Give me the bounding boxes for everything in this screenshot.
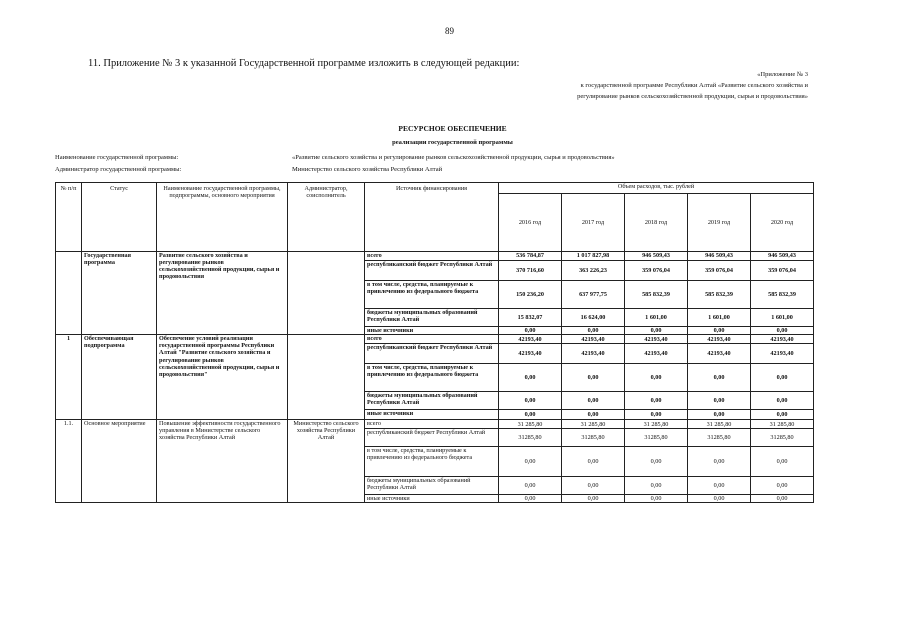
amount-cell: 42193,40 <box>499 344 562 364</box>
program-name-value: «Развитие сельского хозяйства и регулирование рынков сельскохозяйственной продукции, сырья и продовольствия» <box>292 154 615 161</box>
amount-cell: 42193,40 <box>751 335 814 344</box>
funding-source: бюджеты муниципальных образований Республики Алтай <box>365 392 499 410</box>
amount-cell: 363 226,23 <box>562 261 625 281</box>
funding-source: иные источники <box>365 495 499 503</box>
administrator-label: Администратор государственной программы: <box>55 166 182 173</box>
amount-cell: 585 832,39 <box>688 281 751 309</box>
row-status: Основное мероприятие <box>82 420 157 503</box>
funding-source: республиканский бюджет Республики Алтай <box>365 344 499 364</box>
amount-cell: 946 509,43 <box>751 252 814 261</box>
funding-source: бюджеты муниципальных образований Республики Алтай <box>365 477 499 495</box>
header-year: 2016 год <box>499 194 562 252</box>
header-year: 2018 год <box>625 194 688 252</box>
amount-cell: 31 285,80 <box>562 420 625 429</box>
funding-source: в том числе, средства, планируемые к привлечению из федерального бюджета <box>365 364 499 392</box>
main-activity-block-row <box>56 420 814 429</box>
funding-source: в том числе, средства, планируемые к привлечению из федерального бюджета <box>365 447 499 477</box>
amount-cell: 0,00 <box>625 447 688 477</box>
document-subtitle: реализации государственной программы <box>392 139 513 146</box>
amount-cell: 15 832,07 <box>499 309 562 327</box>
amount-cell: 0,00 <box>625 364 688 392</box>
row-admin <box>288 252 365 335</box>
appendix-line-1: «Приложение № 3 <box>757 71 808 78</box>
appendix-line-2: к государственной программе Республики Алтай «Развитие сельского хозяйства и <box>580 82 808 89</box>
amount-cell: 1 601,00 <box>751 309 814 327</box>
amount-cell: 0,00 <box>625 410 688 420</box>
amount-cell: 150 236,20 <box>499 281 562 309</box>
amount-cell: 0,00 <box>562 410 625 420</box>
amount-cell: 359 076,04 <box>625 261 688 281</box>
amount-cell: 0,00 <box>751 327 814 335</box>
header-year: 2019 год <box>688 194 751 252</box>
row-name: Повышение эффективности государственного управления в Министерстве сельского хозяйства Республики Алтай <box>157 420 288 503</box>
amount-cell: 31285,80 <box>751 429 814 447</box>
amount-cell: 0,00 <box>625 327 688 335</box>
header-status: Статус <box>82 183 157 252</box>
amount-cell: 0,00 <box>688 392 751 410</box>
funding-source: республиканский бюджет Республики Алтай <box>365 261 499 281</box>
amount-cell: 0,00 <box>562 392 625 410</box>
amount-cell: 0,00 <box>562 364 625 392</box>
amount-cell: 359 076,04 <box>751 261 814 281</box>
amount-cell: 0,00 <box>499 477 562 495</box>
amount-cell: 0,00 <box>562 495 625 503</box>
amount-cell: 1 601,00 <box>688 309 751 327</box>
amount-cell: 0,00 <box>499 495 562 503</box>
amount-cell: 0,00 <box>751 477 814 495</box>
funding-source: всего <box>365 420 499 429</box>
row-name: Обеспечение условий реализации государственной программы Республики Алтай "Развитие сельского хозяйства и регулирование рынков сельскохозяйственной продукции, сырья и продовольствия" <box>157 335 288 420</box>
program-block-row <box>56 252 814 261</box>
amount-cell: 42193,40 <box>688 335 751 344</box>
funding-source: бюджеты муниципальных образований Республики Алтай <box>365 309 499 327</box>
amount-cell: 42193,40 <box>562 344 625 364</box>
amount-cell: 0,00 <box>499 392 562 410</box>
amount-cell: 0,00 <box>499 327 562 335</box>
amount-cell: 946 509,43 <box>625 252 688 261</box>
program-name-label: Наименование государственной программы: <box>55 154 179 161</box>
amount-cell: 0,00 <box>499 410 562 420</box>
amount-cell: 585 832,39 <box>751 281 814 309</box>
amount-cell: 637 977,75 <box>562 281 625 309</box>
amount-cell: 359 076,04 <box>688 261 751 281</box>
amount-cell: 0,00 <box>625 392 688 410</box>
amount-cell: 31 285,80 <box>625 420 688 429</box>
amount-cell: 370 716,60 <box>499 261 562 281</box>
funding-source: иные источники <box>365 410 499 420</box>
amount-cell: 31 285,80 <box>499 420 562 429</box>
row-admin <box>288 335 365 420</box>
amount-cell: 31285,80 <box>688 429 751 447</box>
amount-cell: 0,00 <box>751 364 814 392</box>
funding-source: в том числе, средства, планируемые к привлечению из федерального бюджета <box>365 281 499 309</box>
page-number: 89 <box>445 26 454 36</box>
amount-cell: 0,00 <box>688 447 751 477</box>
amount-cell: 1 017 827,98 <box>562 252 625 261</box>
amount-cell: 0,00 <box>751 495 814 503</box>
row-name: Развитие сельского хозяйства и регулирование рынков сельскохозяйственной продукции, сырья и продовольствия <box>157 252 288 335</box>
amount-cell: 536 784,87 <box>499 252 562 261</box>
amount-cell: 946 509,43 <box>688 252 751 261</box>
subprogram-block-row <box>56 335 814 344</box>
funding-source: всего <box>365 252 499 261</box>
resource-table <box>55 182 814 503</box>
header-name: Наименование государственной программы, подпрограммы, основного мероприятия <box>157 183 288 252</box>
row-admin: Министерство сельского хозяйства Республики Алтай <box>288 420 365 503</box>
funding-source: всего <box>365 335 499 344</box>
amount-cell: 31 285,80 <box>751 420 814 429</box>
amount-cell: 0,00 <box>499 447 562 477</box>
amount-cell: 0,00 <box>688 410 751 420</box>
amount-cell: 0,00 <box>751 410 814 420</box>
funding-source: республиканский бюджет Республики Алтай <box>365 429 499 447</box>
amount-cell: 585 832,39 <box>625 281 688 309</box>
header-volume: Объем расходов, тыс. рублей <box>499 183 814 194</box>
row-num: 1 <box>56 335 82 420</box>
amount-cell: 0,00 <box>751 392 814 410</box>
row-status: Обеспечивающая подпрограмма <box>82 335 157 420</box>
amendment-item-text: 11. Приложение № 3 к указанной Государственной программе изложить в следующей редакции: <box>88 58 520 69</box>
amount-cell: 0,00 <box>499 364 562 392</box>
document-title: РЕСУРСНОЕ ОБЕСПЕЧЕНИЕ <box>398 124 507 133</box>
amount-cell: 0,00 <box>562 447 625 477</box>
amount-cell: 0,00 <box>688 495 751 503</box>
amount-cell: 42193,40 <box>625 335 688 344</box>
amount-cell: 42193,40 <box>688 344 751 364</box>
amount-cell: 31285,80 <box>499 429 562 447</box>
amount-cell: 31285,80 <box>625 429 688 447</box>
amount-cell: 0,00 <box>625 477 688 495</box>
row-num <box>56 252 82 335</box>
amount-cell: 42193,40 <box>625 344 688 364</box>
administrator-value: Министерство сельского хозяйства Республики Алтай <box>292 166 443 173</box>
amount-cell: 0,00 <box>751 447 814 477</box>
amount-cell: 42193,40 <box>499 335 562 344</box>
amount-cell: 16 624,00 <box>562 309 625 327</box>
amount-cell: 0,00 <box>625 495 688 503</box>
header-source: Источник финансирования <box>365 183 499 252</box>
amount-cell: 42193,40 <box>562 335 625 344</box>
amount-cell: 31285,80 <box>562 429 625 447</box>
amount-cell: 0,00 <box>562 477 625 495</box>
row-status: Государственная программа <box>82 252 157 335</box>
amount-cell: 1 601,00 <box>625 309 688 327</box>
funding-source: иные источники <box>365 327 499 335</box>
header-year: 2020 год <box>751 194 814 252</box>
header-year: 2017 год <box>562 194 625 252</box>
header-num: № п/п <box>56 183 82 252</box>
amount-cell: 42193,40 <box>751 344 814 364</box>
appendix-line-3: регулирование рынков сельскохозяйственной продукции, сырья и продовольствия» <box>577 93 808 100</box>
amount-cell: 0,00 <box>688 327 751 335</box>
amount-cell: 0,00 <box>688 364 751 392</box>
amount-cell: 0,00 <box>688 477 751 495</box>
row-num: 1.1. <box>56 420 82 503</box>
header-admin: Администратор, соисполнитель <box>288 183 365 252</box>
amount-cell: 0,00 <box>562 327 625 335</box>
amount-cell: 31 285,80 <box>688 420 751 429</box>
